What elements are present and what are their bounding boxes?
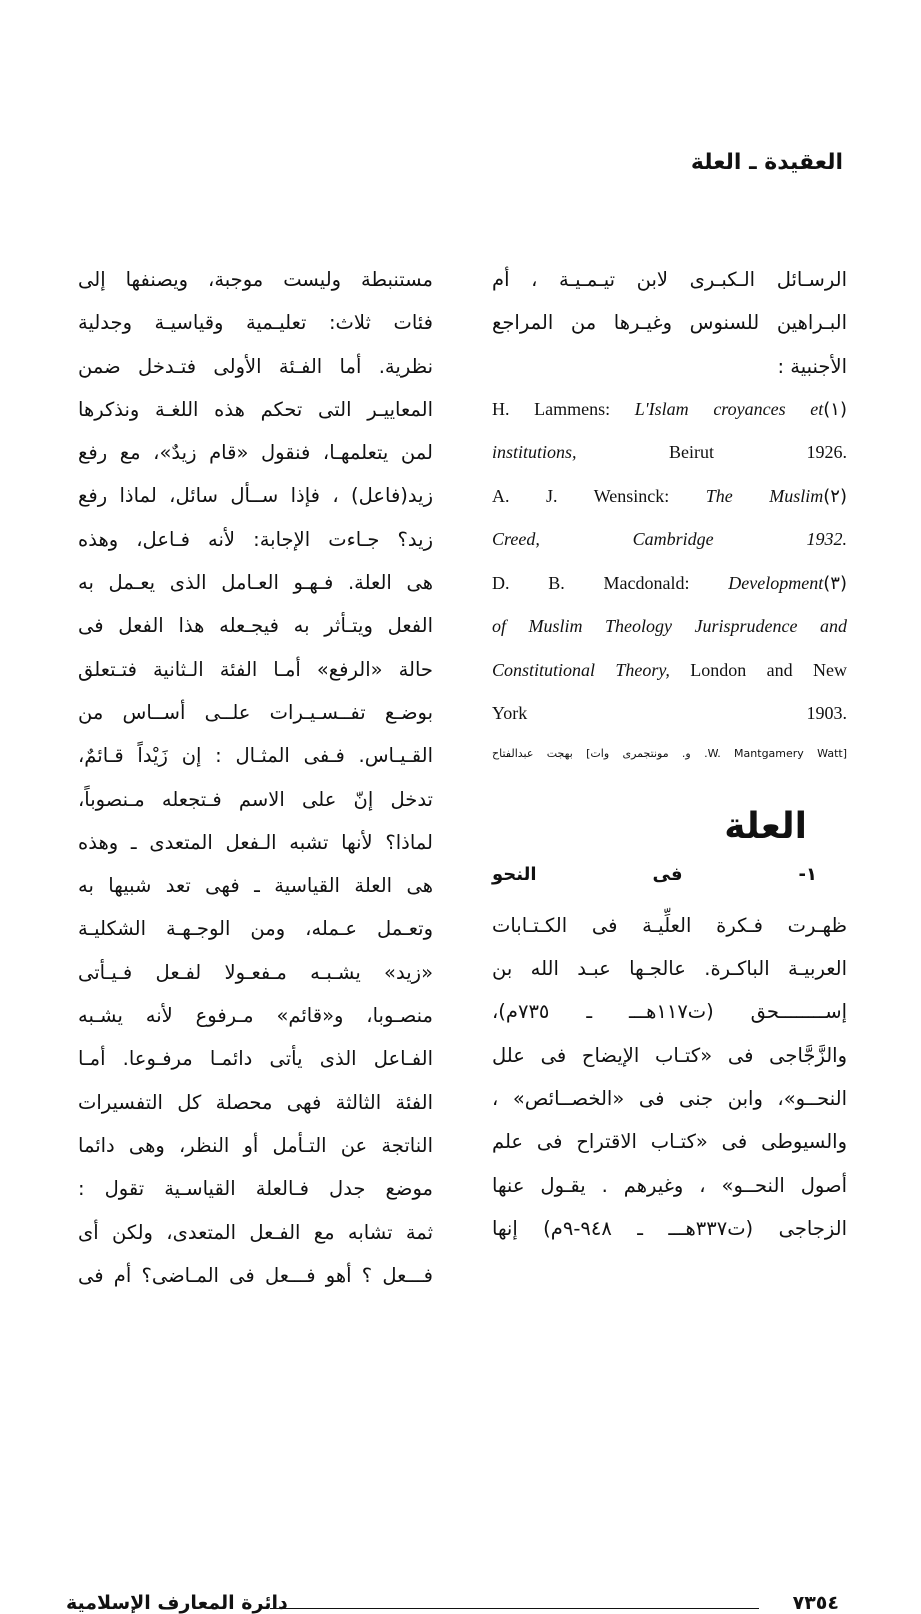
intro-line: البـراهين للسنوس وغيـرها من المراجع bbox=[492, 311, 847, 335]
body-line: لماذا؟ لأنها تشبه الـفعل المتعدى ـ وهذه bbox=[78, 830, 433, 854]
page-number: ٧٣٥٤ bbox=[792, 1592, 839, 1614]
body-line: ظهـرت فـكرة العلِّيـة فى الكـتـابات bbox=[492, 913, 847, 937]
body-line: والسيوطى فى «كتـاب الاقتراح فى علم bbox=[492, 1130, 847, 1154]
body-line: الناتجة عن التـأمل أو النظر، وهى دائما bbox=[78, 1133, 433, 1157]
body-line: نظرية. أما الفـئة الأولى فتـدخل ضمن bbox=[78, 354, 433, 378]
body-line: إســــــــحق (ت١١٧هـــ ـ ٧٣٥م)، bbox=[492, 1000, 847, 1024]
body-line: بوضـع تفــسـيـرات علــى أســاس من bbox=[78, 700, 433, 724]
running-title: العقيدة ـ العلة bbox=[690, 150, 843, 175]
body-line: الفـاعل الذى يأتى دائمـا مرفـوعا. أمـا bbox=[78, 1047, 433, 1071]
reference-title: of Muslim Theology Jurisprudence and bbox=[492, 616, 847, 637]
reference-title: The Muslim bbox=[705, 485, 824, 506]
reference-2 bbox=[492, 475, 847, 562]
reference-3 bbox=[492, 562, 847, 736]
intro-line: الأجنبية : bbox=[777, 354, 847, 378]
footer-rule bbox=[270, 1608, 759, 1609]
reference-text: A. J. Wensinck: bbox=[492, 485, 706, 506]
reference-number: (١) bbox=[823, 398, 847, 420]
reference-1 bbox=[492, 388, 847, 475]
reference-title: institutions, bbox=[492, 442, 577, 463]
body-line: زيد(فاعل) ، فإذا ســأل سائل، لماذا رفع bbox=[78, 484, 433, 508]
publication-title: دائرة المعارف الإسلامية bbox=[66, 1592, 288, 1614]
body-line: أصول النحــو» ، وغيرهم . يقـول عنها bbox=[492, 1173, 847, 1197]
reference-text: D. B. Macdonald: bbox=[492, 572, 729, 593]
body-line: لمن يتعلمهـا، فنقول «قام زيدٌ»، مع رفع bbox=[78, 441, 433, 465]
left-column bbox=[78, 258, 433, 1297]
body-line: فئات ثلاث: تعليـمية وقياسيـة وجدلية bbox=[78, 311, 433, 335]
reference-title: Development bbox=[728, 572, 824, 593]
body-line: فـــعل ؟ أهو فـــعل فى المـاضى؟ أم فى bbox=[78, 1263, 433, 1287]
body-line: تدخل إنّ على الاسم فـتجعله مـنصوباً، bbox=[78, 787, 433, 811]
body-line: هى العلة. فـهـو العـامل الذى يعـمل به bbox=[78, 571, 433, 595]
body-line: «زيد» يشـبـه مـفعـولا لفـعل فـيـأتى bbox=[78, 960, 433, 984]
intro-line: الرسـائل الـكبـرى لابن تيـمـيـة ، أم bbox=[492, 268, 847, 291]
reference-title: L'Islam croyances et bbox=[634, 398, 824, 419]
body-line: والزَّجَّاجى فى «كتـاب الإيضاح فى علل bbox=[492, 1043, 847, 1067]
body-line: العربيـة الباكـرة. عالجـها عبـد الله بن bbox=[492, 957, 847, 981]
body-line: الفئة الثالثة فهى محصلة كل التفسيرات bbox=[78, 1090, 433, 1114]
reference-number: (٢) bbox=[823, 485, 847, 507]
section-title: العلة bbox=[724, 805, 807, 847]
body-line: الزجاجى (ت٣٣٧هـــ ـ ٩٤٨-٩م) إنها bbox=[492, 1216, 847, 1240]
body-line: المعاييـر التى تحكم هذه اللغـة ونذكرها bbox=[78, 397, 433, 421]
body-line: الفعل ويتـأثر به فيجـعله هذا الفعل فى bbox=[78, 614, 433, 638]
reference-title: Constitutional Theory, bbox=[492, 659, 670, 680]
body-line: ثمة تشابه مع الفـعل المتعدى، ولكن أى bbox=[78, 1220, 433, 1244]
body-line: منصـوبا، و«قائم» مـرفوع لأنه يشـبه bbox=[78, 1004, 433, 1028]
reference-text: H. Lammens: bbox=[492, 398, 635, 419]
body-line: موضع جدل فـالعلة القياسـية تقول : bbox=[78, 1177, 433, 1201]
body-line: زيد؟ جـاءت الإجابة: لأنه فـاعل، وهذه bbox=[78, 527, 433, 551]
reference-text: York 1903. bbox=[492, 703, 847, 724]
body-line: حالة «الرفع» أمـا الفئة الـثانية فتـتعلق bbox=[78, 657, 433, 681]
reference-number: (٣) bbox=[823, 572, 847, 594]
body-line: هى العلة القياسية ـ فهى تعد شبيها به bbox=[78, 874, 433, 898]
article-author: بهجت عبدالفتاح [و. مونتجمرى وات .W. Mantgamery Watt] bbox=[492, 746, 847, 760]
body-line: وتعـمل عـمله، ومن الوجـهـة الشكليـة bbox=[78, 917, 433, 941]
reference-text: London and New bbox=[669, 659, 847, 680]
reference-text: Beirut 1926. bbox=[576, 442, 847, 463]
body-line: مستنبطة وليست موجبة، ويصنفها إلى bbox=[78, 268, 433, 291]
subheading: ١- فى النحو bbox=[492, 863, 817, 885]
right-column bbox=[492, 258, 847, 1250]
body-line: القـيـاس. فـفى المثـال : إن زَيْداً قـائمٌ، bbox=[78, 744, 433, 768]
body-line: النحــو»، وابن جنى فى «الخصــائص» ، bbox=[492, 1087, 847, 1111]
reference-title: Creed, Cambridge 1932. bbox=[492, 529, 847, 550]
